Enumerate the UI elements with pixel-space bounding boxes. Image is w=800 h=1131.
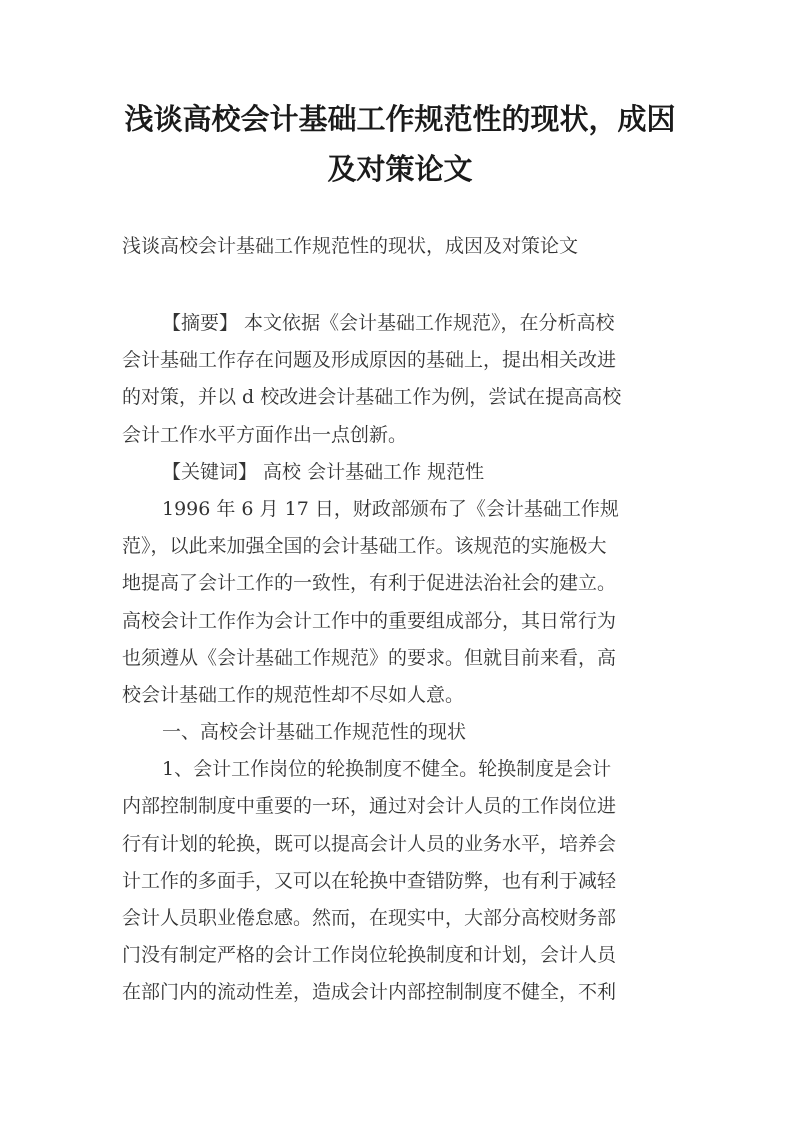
document-title-line: 浅谈高校会计基础工作规范性的现状，成因	[124, 102, 676, 136]
paragraph-line: 计工作的多面手，又可以在轮换中查错防弊，也有利于减轻	[122, 869, 617, 892]
document-subtitle: 浅谈高校会计基础工作规范性的现状，成因及对策论文	[122, 235, 579, 257]
keywords-paragraph	[122, 454, 682, 491]
abstract-paragraph	[122, 305, 682, 454]
paragraph-line: 会计工作水平方面作出一点创新。	[122, 423, 408, 446]
section-heading	[122, 714, 682, 751]
paragraph-line: 地提高了会计工作的一致性，有利于促进法治社会的建立。	[122, 572, 617, 595]
paragraph-line: 的对策，并以 d 校改进会计基础工作为例，尝试在提高高校	[122, 386, 622, 409]
paragraph-line: 会计人员职业倦怠感。然而，在现实中，大部分高校财务部	[122, 907, 617, 929]
paragraph-line: 【关键词】 高校 会计基础工作 规范性	[162, 460, 485, 483]
paragraph-line: 在部门内的流动性差，造成会计内部控制制度不健全，不利	[122, 981, 617, 1004]
document-title-line: 及对策论文	[327, 152, 473, 186]
paragraph-line: 行有计划的轮换，既可以提高会计人员的业务水平，培养会	[122, 832, 617, 855]
paragraph-line: 内部控制制度中重要的一环，通过对会计人员的工作岗位进	[122, 795, 617, 818]
paragraph-line: 门没有制定严格的会计工作岗位轮换制度和计划，会计人员	[122, 944, 617, 967]
paragraph-line: 校会计基础工作的规范性却不尽如人意。	[122, 683, 465, 706]
paragraph-line: 会计基础工作存在问题及形成原因的基础上，提出相关改进	[122, 349, 617, 372]
document-title	[100, 94, 700, 194]
document-body	[122, 305, 682, 1012]
paragraph-line: 高校会计工作作为会计工作中的重要组成部分，其日常行为	[122, 609, 617, 632]
intro-paragraph	[122, 491, 682, 714]
paragraph-line: 范》，以此来加强全国的会计基础工作。该规范的实施极大	[122, 535, 607, 558]
paragraph-line: 1、会计工作岗位的轮换制度不健全。轮换制度是会计	[162, 758, 612, 781]
paragraph-line: 也须遵从《会计基础工作规范》的要求。但就目前来看，高	[122, 646, 617, 669]
section-heading-text: 一、高校会计基础工作规范性的现状	[162, 721, 467, 744]
body-paragraph	[122, 751, 682, 1011]
paragraph-line: 【摘要】 本文依据《会计基础工作规范》，在分析高校	[162, 312, 615, 334]
paragraph-line: 1996 年 6 月 17 日，财政部颁布了《会计基础工作规	[162, 497, 619, 520]
